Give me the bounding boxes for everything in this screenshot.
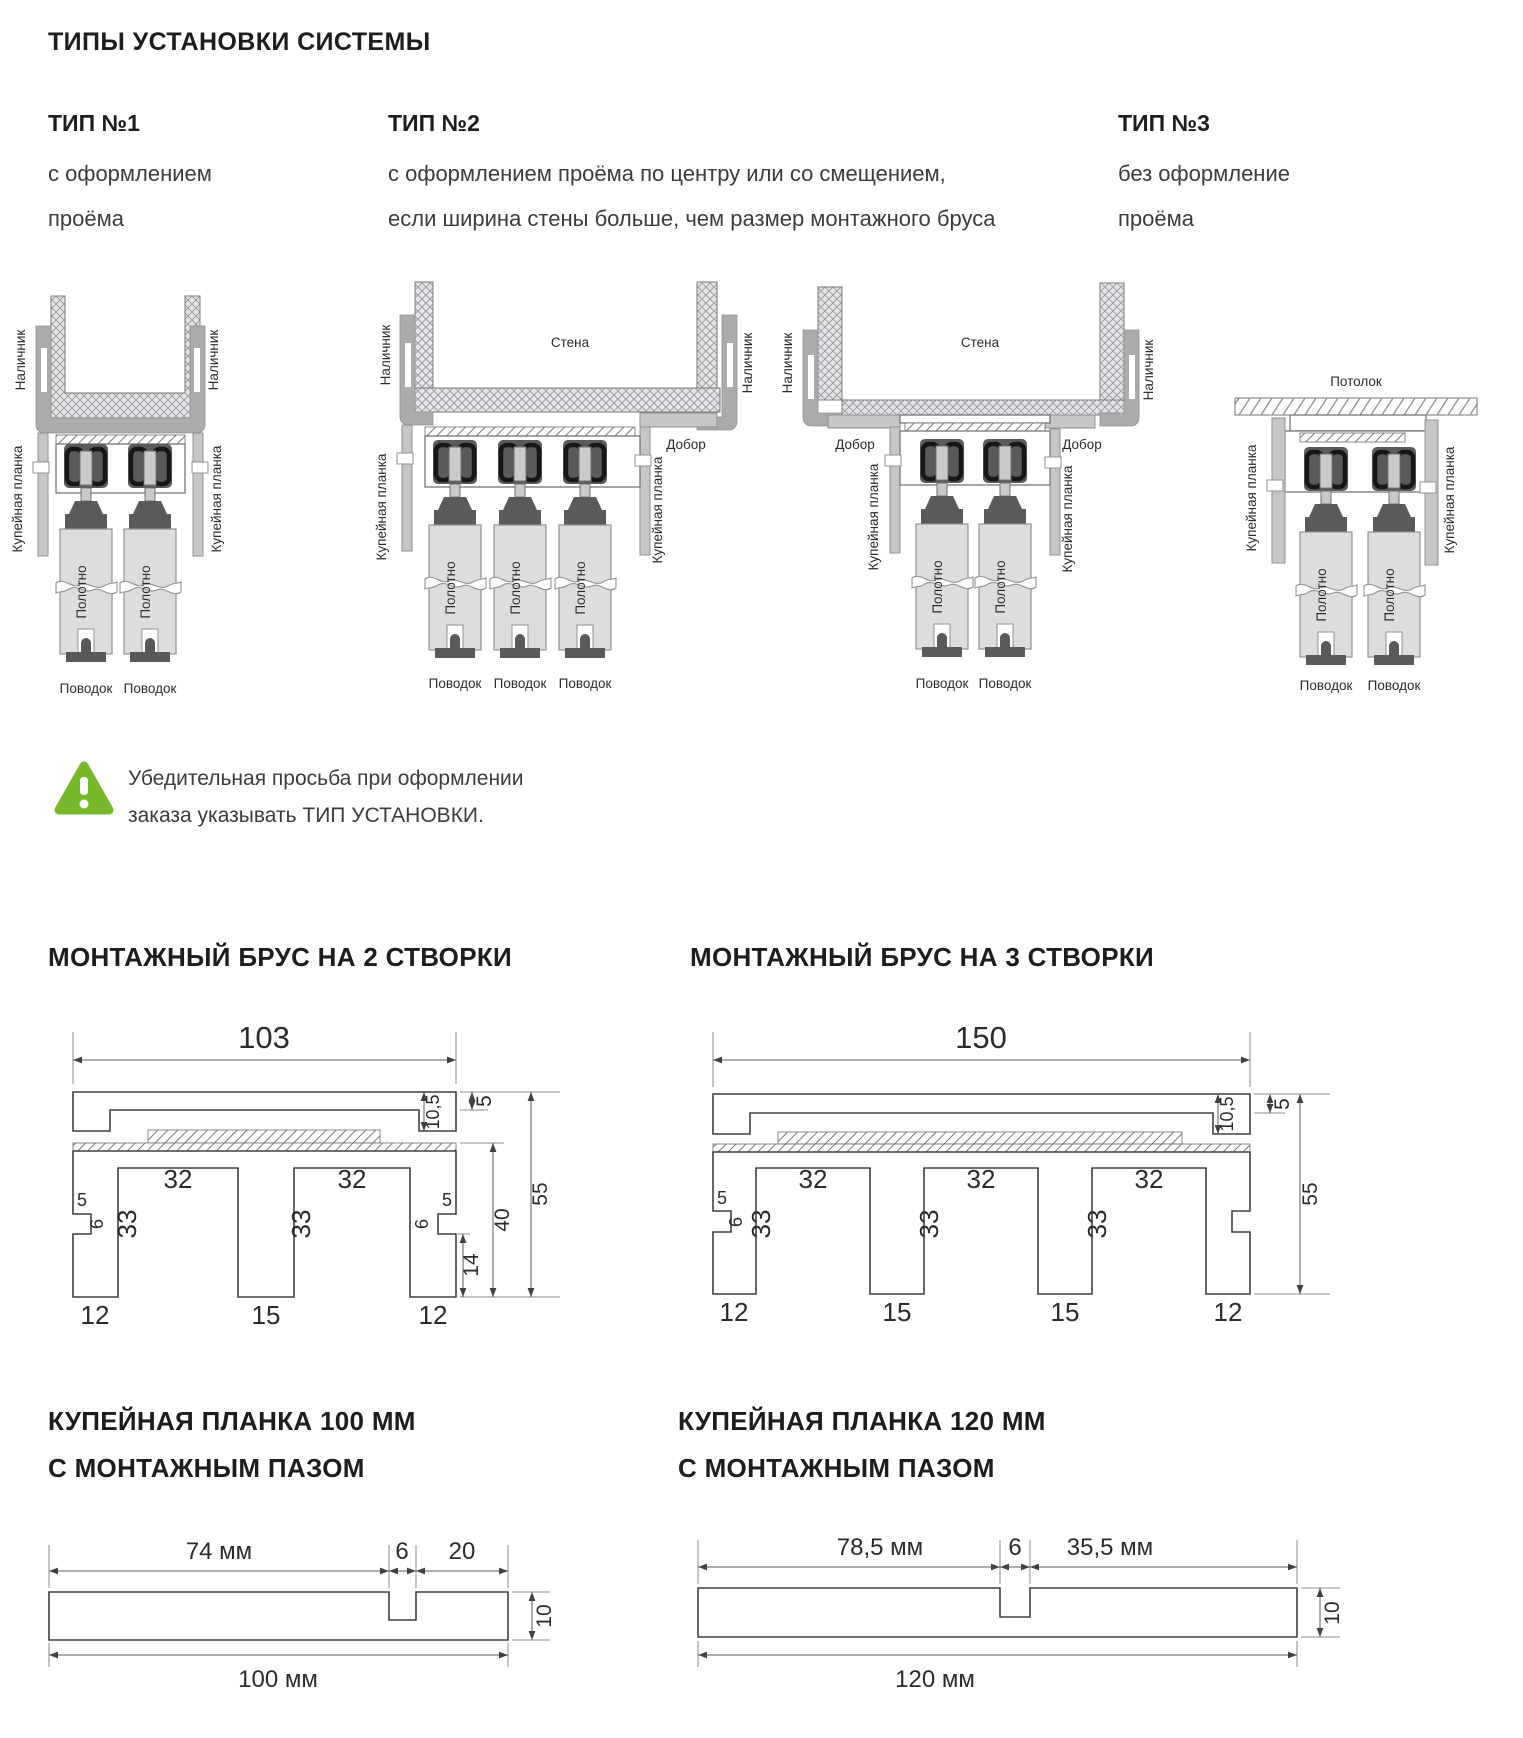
sash-unit	[56, 444, 117, 662]
coupe-plank-bar	[402, 425, 412, 551]
dim-leg-left: 12	[719, 1297, 749, 1327]
dim-cap-step: 10,5	[1217, 1096, 1237, 1132]
dim-slot-width: 32	[1134, 1164, 1164, 1194]
plank-tab	[1045, 457, 1061, 468]
drawing-bar-2-sashes	[48, 992, 568, 1337]
sash-unit	[1364, 447, 1425, 665]
dim-right-segment: 20	[448, 1538, 476, 1565]
bar3-title: МОНТАЖНЫЙ БРУС НА 3 СТВОРКИ	[690, 942, 1155, 972]
type-3-desc-line-1: без оформление	[1118, 161, 1290, 186]
plank100-title-line-2: С МОНТАЖНЫМ ПАЗОМ	[48, 1453, 365, 1483]
coupe-plank-label: Купейная планка	[1060, 465, 1075, 573]
track-mount	[1290, 415, 1426, 431]
gasket-hatch	[905, 423, 1045, 431]
dim-leg-center: 15	[882, 1297, 912, 1327]
gasket-thin	[73, 1143, 456, 1151]
casing-slot	[194, 348, 200, 392]
panel-label: Полотно	[74, 565, 89, 619]
plank100-title-line-1: КУПЕЙНАЯ ПЛАНКА 100 ММ	[48, 1406, 416, 1436]
leash-label: Поводок	[59, 681, 113, 696]
wall-pillar	[818, 287, 842, 400]
diagram-type-2-centered	[330, 255, 775, 710]
panel-label: Полотно	[993, 560, 1008, 614]
wall-label: Стена	[960, 335, 1000, 350]
dim-total-height: 55	[1299, 1182, 1322, 1206]
gasket-hatch	[56, 435, 185, 444]
extension-label: Добор	[835, 437, 875, 452]
sash-unit	[425, 440, 486, 658]
type-3-title: ТИП №3	[1118, 110, 1210, 136]
plank120-title-line-2: С МОНТАЖНЫМ ПАЗОМ	[678, 1453, 995, 1483]
type-3-header	[1118, 110, 1438, 241]
coupe-plank-label: Купейная планка	[1244, 444, 1259, 552]
panel-label: Полотно	[443, 561, 458, 615]
casing-slot	[808, 355, 814, 399]
plank-tab	[1420, 482, 1436, 493]
type-2-header	[388, 110, 1088, 241]
type-1-desc-line-1: с оформлением	[48, 161, 212, 186]
casing-label: Наличник	[1141, 339, 1156, 401]
type-1-header	[48, 110, 348, 241]
dim-slot-width: 32	[163, 1164, 193, 1194]
type-1-desc-line-2: проёма	[48, 206, 124, 231]
dim-leg-center: 15	[1050, 1297, 1080, 1327]
coupe-plank-bar	[38, 433, 48, 556]
dim-leg-right: 12	[1213, 1297, 1243, 1327]
ceiling-label: Потолок	[1330, 374, 1382, 389]
drawing-plank-120	[640, 1495, 1350, 1725]
leash-label: Поводок	[915, 676, 969, 691]
dim-notch-width: 5	[441, 1190, 453, 1210]
gasket-hatch	[1300, 433, 1405, 442]
drawing-plank-100	[30, 1495, 575, 1725]
dim-slot-depth: 33	[112, 1209, 142, 1239]
sash-unit	[912, 439, 973, 657]
plank-tab	[885, 455, 901, 466]
type-2-desc-line-1: с оформлением проёма по центру или со смещением,	[388, 161, 946, 186]
dim-cap-thickness: 5	[1271, 1098, 1294, 1110]
casing-label: Наличник	[378, 324, 393, 386]
dim-width: 103	[238, 1020, 290, 1055]
dim-slot-depth: 33	[746, 1209, 776, 1239]
track-mount	[900, 415, 1050, 423]
coupe-plank-label: Купейная планка	[10, 445, 25, 553]
diagram-type-3	[1140, 330, 1523, 730]
dim-slot-width: 32	[798, 1164, 828, 1194]
plank-tab	[635, 455, 651, 466]
sash-unit	[1296, 447, 1357, 665]
dim-notch-width: 5	[76, 1190, 88, 1210]
extension-bar	[828, 415, 900, 428]
diagram-type-2-offset	[745, 255, 1165, 715]
gasket-thick	[778, 1132, 1182, 1144]
casing-label: Наличник	[740, 332, 755, 394]
wall-lintel	[842, 400, 1139, 415]
wall-section	[51, 296, 200, 418]
panel-label: Полотно	[573, 561, 588, 615]
coupe-plank-label: Купейная планка	[1442, 446, 1457, 554]
dim-groove: 6	[1008, 1534, 1022, 1561]
dim-width: 150	[955, 1020, 1007, 1055]
plank120-title-line-1: КУПЕЙНАЯ ПЛАНКА 120 ММ	[678, 1406, 1046, 1436]
type-3-desc-line-2: проёма	[1118, 206, 1194, 231]
panel-label: Полотно	[138, 565, 153, 619]
dim-notch-width: 5	[716, 1188, 728, 1208]
casing-slot	[405, 343, 411, 387]
sash-unit	[555, 440, 616, 658]
sash-unit	[120, 444, 181, 662]
dim-left-segment: 74 мм	[185, 1538, 253, 1565]
ceiling-section	[1235, 398, 1477, 415]
casing-slot	[1129, 355, 1135, 399]
coupe-plank-bar	[1050, 429, 1060, 555]
dim-slot-width: 32	[966, 1164, 996, 1194]
dim-leg-center: 15	[251, 1300, 281, 1330]
dim-notch-height: 6	[412, 1218, 432, 1230]
type-2-title: ТИП №2	[388, 110, 480, 136]
leash-label: Поводок	[493, 676, 547, 691]
sash-unit	[490, 440, 551, 658]
gasket-thin	[713, 1144, 1250, 1152]
dim-slot-depth: 33	[1082, 1209, 1112, 1239]
page-title: ТИПЫ УСТАНОВКИ СИСТЕМЫ	[48, 28, 431, 56]
plank100-title	[48, 1398, 416, 1492]
coupe-plank-bar	[890, 427, 900, 553]
dim-notch-height: 6	[87, 1218, 107, 1230]
type-1-title: ТИП №1	[48, 110, 140, 136]
exclamation-dot	[80, 800, 89, 809]
dim-total: 100 мм	[238, 1666, 318, 1693]
leash-label: Поводок	[1299, 678, 1353, 693]
type-2-desc-line-2: если ширина стены больше, чем размер монтажного бруса	[388, 206, 996, 231]
coupe-plank-label: Купейная планка	[374, 453, 389, 561]
casing-label: Наличник	[206, 329, 221, 391]
dim-left-segment: 78,5 мм	[836, 1534, 924, 1561]
cap-profile	[713, 1094, 1250, 1134]
dim-leg-right: 12	[418, 1300, 448, 1330]
coupe-plank-label: Купейная планка	[650, 456, 665, 564]
leash-label: Поводок	[978, 676, 1032, 691]
dim-thickness: 10	[1321, 1601, 1344, 1625]
dim-foot-height: 14	[460, 1253, 483, 1277]
plank-profile	[49, 1592, 508, 1640]
leash-label: Поводок	[428, 676, 482, 691]
plank120-title	[678, 1398, 1046, 1492]
dim-right-segment: 35,5 мм	[1066, 1534, 1154, 1561]
dim-leg-left: 12	[80, 1300, 110, 1330]
casing-slot	[727, 343, 733, 387]
warning-line-1: Убедительная просьба при оформлении	[128, 767, 524, 790]
wall-label: Стена	[550, 335, 590, 350]
panel-label: Полотно	[930, 560, 945, 614]
coupe-plank-label: Купейная планка	[209, 445, 224, 553]
warning-line-2: заказа указывать ТИП УСТАНОВКИ.	[128, 804, 484, 827]
leash-label: Поводок	[1367, 678, 1421, 693]
gasket-hatch	[425, 427, 635, 436]
panel-label: Полотно	[1382, 568, 1397, 622]
plank-tab	[397, 453, 413, 464]
extension-bar	[640, 413, 717, 427]
dim-cap-thickness: 5	[473, 1095, 496, 1107]
dim-cap-step: 10,5	[423, 1094, 443, 1130]
sash-unit	[975, 439, 1036, 657]
dim-slot-width: 32	[337, 1164, 367, 1194]
dim-thickness: 10	[533, 1604, 556, 1628]
drawing-bar-3-sashes	[640, 992, 1330, 1337]
leash-label: Поводок	[123, 681, 177, 696]
dim-total: 120 мм	[895, 1666, 975, 1693]
exclamation-bar	[80, 777, 88, 795]
extension-label: Добор	[1062, 437, 1102, 452]
wall-lintel	[415, 388, 720, 412]
plank-tab	[1267, 480, 1283, 491]
dim-groove: 6	[395, 1538, 409, 1565]
leash-label: Поводок	[558, 676, 612, 691]
dim-comb-height: 40	[491, 1208, 514, 1232]
plank-tab	[192, 462, 208, 473]
panel-label: Полотно	[1314, 568, 1329, 622]
dim-total-height: 55	[529, 1182, 552, 1206]
extension-label: Добор	[666, 437, 706, 452]
casing-slot	[41, 348, 47, 392]
dim-slot-depth: 33	[286, 1209, 316, 1239]
wall-pillar	[1100, 283, 1124, 400]
casing-label: Наличник	[13, 329, 28, 391]
bar2-title: МОНТАЖНЫЙ БРУС НА 2 СТВОРКИ	[48, 942, 513, 972]
wall-pillar	[415, 282, 433, 388]
warning-text	[128, 760, 688, 834]
dim-slot-depth: 33	[914, 1209, 944, 1239]
cap-profile	[73, 1092, 456, 1131]
coupe-plank-bar	[640, 427, 650, 555]
plank-profile	[698, 1588, 1297, 1637]
warning-icon	[53, 760, 115, 818]
panel-label: Полотно	[508, 561, 523, 615]
diagram-type-1	[8, 256, 258, 706]
coupe-plank-bar	[193, 433, 203, 556]
gasket-thick	[148, 1130, 380, 1143]
plank-tab	[33, 462, 49, 473]
casing-label: Наличник	[780, 332, 795, 394]
coupe-plank-label: Купейная планка	[866, 463, 881, 571]
wall-pillar	[697, 282, 717, 388]
dim-notch-height: 6	[726, 1216, 746, 1228]
